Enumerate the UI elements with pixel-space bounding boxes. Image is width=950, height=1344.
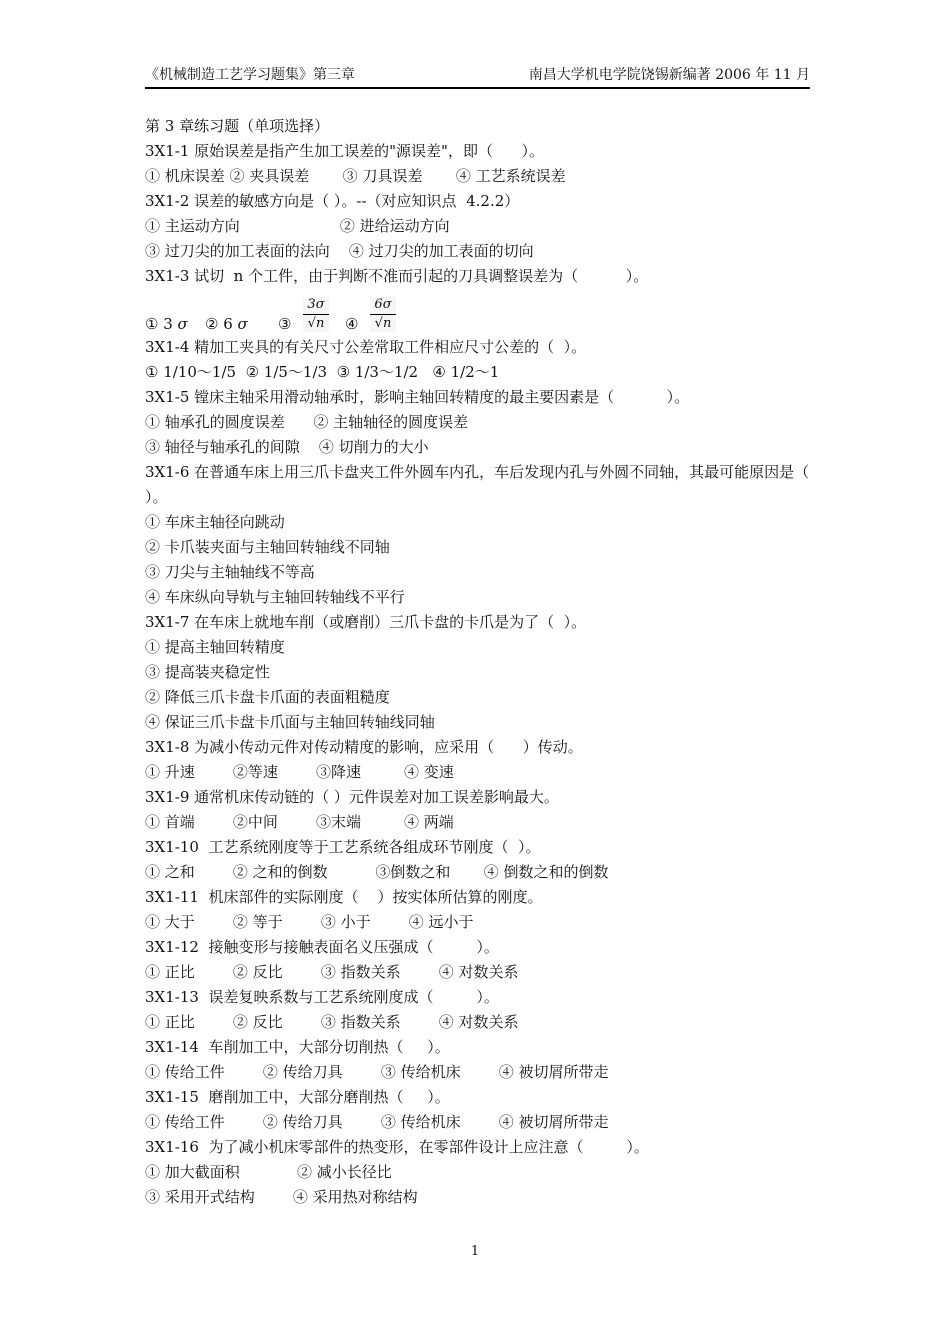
- text-line: 3X1-3 试切 n 个工件，由于判断不准而引起的刀具调整误差为（ ）。: [145, 267, 649, 285]
- text-line: 3X1-7 在车床上就地车削（或磨削）三爪卡盘的卡爪是为了（ ）。: [145, 613, 587, 631]
- text-line: 3X1-12 接触变形与接触表面名义压强成（ ）。: [145, 938, 499, 956]
- page-header: [145, 64, 810, 86]
- q3-option-1: ① 3 σ: [145, 315, 188, 333]
- text-line: ① 主运动方向 ② 进给运动方向: [145, 217, 450, 235]
- text-line: ① 首端 ②中间 ③末端 ④ 两端: [145, 813, 454, 831]
- q3-option-4-formula: $\frac{6\sigma}{√n}$: [370, 297, 396, 332]
- section-title: 第 3 章练习题（单项选择）: [145, 117, 330, 135]
- q3-option-2: ② 6 σ: [205, 315, 248, 333]
- text-line: 3X1-10 工艺系统刚度等于工艺系统各组成环节刚度（ ）。: [145, 838, 541, 856]
- q3-options: [145, 289, 835, 335]
- header-divider: [145, 87, 810, 89]
- text-line: 3X1-14 车削加工中，大部分切削热（ ）。: [145, 1038, 450, 1056]
- text-line: 3X1-2 误差的敏感方向是（ ）。--（对应知识点 4.2.2）: [145, 192, 520, 210]
- text-line: 3X1-15 磨削加工中，大部分磨削热（ ）。: [145, 1088, 450, 1106]
- text-line: ① 正比 ② 反比 ③ 指数关系 ④ 对数关系: [145, 1013, 519, 1031]
- text-line: ③ 刀尖与主轴轴线不等高: [145, 563, 315, 581]
- document-body: [145, 114, 835, 1210]
- text-line: ① 轴承孔的圆度误差 ② 主轴轴径的圆度误差: [145, 413, 469, 431]
- text-line: ③ 轴径与轴承孔的间隙 ④ 切削力的大小: [145, 438, 429, 456]
- text-line: ① 加大截面积 ② 减小长径比: [145, 1163, 392, 1181]
- text-line: ① 大于 ② 等于 ③ 小于 ④ 远小于: [145, 913, 474, 931]
- text-line: 3X1-5 镗床主轴采用滑动轴承时，影响主轴回转精度的最主要因素是（ ）。: [145, 388, 690, 406]
- text-line: ① 提高主轴回转精度: [145, 638, 285, 656]
- text-line: ④ 车床纵向导轨与主轴回转轴线不平行: [145, 588, 405, 606]
- text-line: ③ 采用开式结构 ④ 采用热对称结构: [145, 1188, 418, 1206]
- text-line: ② 降低三爪卡盘卡爪面的表面粗糙度: [145, 688, 390, 706]
- text-line: ③ 提高装夹稳定性: [145, 663, 270, 681]
- text-line: 3X1-4 精加工夹具的有关尺寸公差常取工件相应尺寸公差的（ ）。: [145, 338, 587, 356]
- page-number: 1: [470, 1244, 480, 1259]
- text-line: 3X1-16 为了减小机床零部件的热变形，在零部件设计上应注意（ ）。: [145, 1138, 649, 1156]
- text-line: ① 车床主轴径向跳动: [145, 513, 285, 531]
- header-book-title: 《机械制造工艺学习题集》第三章: [145, 67, 355, 83]
- text-line: 3X1-9 通常机床传动链的（ ）元件误差对加工误差影响最大。: [145, 788, 559, 806]
- text-line: ① 机床误差 ② 夹具误差 ③ 刀具误差 ④ 工艺系统误差: [145, 167, 566, 185]
- text-line: 3X1-13 误差复映系数与工艺系统刚度成（ ）。: [145, 988, 499, 1006]
- text-line: ④ 保证三爪卡盘卡爪面与主轴回转轴线同轴: [145, 713, 435, 731]
- text-line: ③ 过刀尖的加工表面的法向 ④ 过刀尖的加工表面的切向: [145, 242, 534, 260]
- header-author: 南昌大学机电学院饶锡新编著 2006 年 11 月: [528, 67, 810, 83]
- text-line: ② 卡爪装夹面与主轴回转轴线不同轴: [145, 538, 390, 556]
- text-line: ① 传给工件 ② 传给刀具 ③ 传给机床 ④ 被切屑所带走: [145, 1063, 609, 1081]
- text-line: ① 之和 ② 之和的倒数 ③倒数之和 ④ 倒数之和的倒数: [145, 863, 609, 881]
- text-line: ① 1/10～1/5 ② 1/5～1/3 ③ 1/3～1/2 ④ 1/2～1: [145, 363, 500, 381]
- q3-option-3-label: ③: [278, 315, 292, 333]
- text-line: 3X1-11 机床部件的实际刚度（ ）按实体所估算的刚度。: [145, 888, 543, 906]
- text-line: ① 正比 ② 反比 ③ 指数关系 ④ 对数关系: [145, 963, 519, 981]
- q3-option-4-label: ④: [345, 315, 359, 333]
- text-line: 3X1-1 原始误差是指产生加工误差的"源误差"，即（ ）。: [145, 142, 545, 160]
- q6-question: 3X1-6 在普通车床上用三爪卡盘夹工件外圆车内孔，车后发现内孔与外圆不同轴，其最可能原因是（ ）。: [145, 463, 810, 506]
- text-line: 3X1-8 为减小传动元件对传动精度的影响，应采用（ ）传动。: [145, 738, 583, 756]
- text-line: ① 升速 ②等速 ③降速 ④ 变速: [145, 763, 454, 781]
- q3-option-3-formula: $\frac{3\sigma}{√n}$: [303, 297, 329, 332]
- text-line: ① 传给工件 ② 传给刀具 ③ 传给机床 ④ 被切屑所带走: [145, 1113, 609, 1131]
